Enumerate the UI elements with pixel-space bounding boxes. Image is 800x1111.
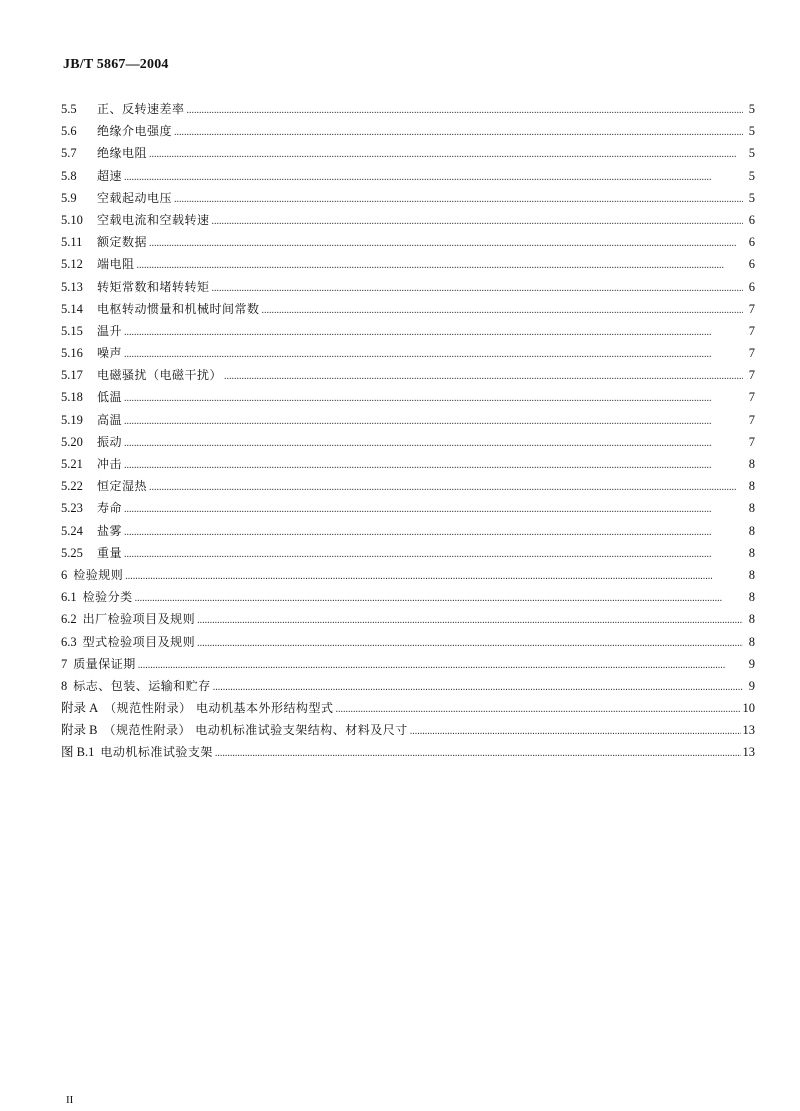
dot-leader — [125, 566, 743, 588]
dot-leader — [124, 455, 743, 477]
toc-entry-title: （规范性附录） 电动机标准试验支架结构、材料及尺寸 — [103, 723, 408, 738]
toc-entry-5-12[interactable] — [61, 253, 755, 275]
toc-entry-6-1[interactable] — [61, 586, 755, 608]
toc-entry-number: 5.10 — [61, 212, 83, 227]
dot-leader — [124, 499, 743, 521]
toc-entry-title: 重量 — [97, 545, 123, 560]
dot-leader — [137, 255, 743, 277]
dot-leader — [197, 610, 743, 632]
dot-leader — [174, 122, 743, 144]
page-number: II — [66, 1094, 74, 1106]
toc-entry-title: 超速 — [97, 168, 123, 183]
toc-entry-page: 7 — [748, 323, 755, 338]
toc-entry-title: 盐雾 — [97, 523, 123, 538]
toc-entry-number: 5.21 — [61, 457, 83, 471]
dot-leader — [215, 743, 741, 765]
toc-entry-page: 8 — [748, 567, 755, 582]
toc-entry-appendix-b[interactable] — [61, 719, 755, 741]
toc-entry-page: 8 — [748, 457, 755, 471]
dot-leader — [335, 699, 740, 721]
toc-entry-page: 7 — [748, 412, 755, 427]
toc-entry-5-25[interactable] — [61, 542, 755, 564]
toc-entry-title: 检验规则 — [73, 567, 124, 582]
toc-entry-number: 7 — [61, 656, 68, 671]
toc-entry-page: 8 — [748, 523, 755, 538]
dot-leader — [135, 588, 743, 610]
toc-entry-title: 冲击 — [97, 457, 123, 471]
toc-entry-page: 9 — [748, 656, 755, 671]
toc-entry-title: 低温 — [97, 390, 123, 405]
toc-entry-page: 6 — [748, 279, 755, 294]
toc-entry-5-18[interactable] — [61, 386, 755, 408]
toc-entry-title: 温升 — [97, 323, 123, 338]
toc-entry-number: 5.25 — [61, 545, 83, 560]
toc-entry-number: 6.3 — [61, 634, 77, 649]
toc-entry-page: 10 — [742, 701, 755, 716]
toc-entry-number: 5.16 — [61, 346, 83, 361]
toc-entry-page: 8 — [748, 612, 755, 627]
toc-entry-number: 6.1 — [61, 590, 77, 605]
toc-entry-5-9[interactable] — [61, 187, 755, 209]
toc-entry-title: 电磁骚扰（电磁干扰） — [97, 368, 223, 383]
toc-entry-title: 高温 — [97, 412, 123, 427]
toc-entry-number: 附录 A — [61, 701, 99, 716]
toc-entry-title: 电枢转动惯量和机械时间常数 — [97, 301, 260, 316]
toc-entry-page: 5 — [748, 190, 755, 205]
toc-entry-5-15[interactable] — [61, 320, 755, 342]
toc-entry-6-2[interactable] — [61, 608, 755, 630]
toc-entry-5-23[interactable] — [61, 497, 755, 519]
toc-entry-5-11[interactable] — [61, 231, 755, 253]
toc-entry-title: （规范性附录） 电动机基本外形结构型式 — [104, 701, 334, 716]
toc-entry-page: 5 — [748, 124, 755, 139]
toc-entry-title: 绝缘介电强度 — [97, 124, 173, 139]
toc-entry-title: 端电阻 — [97, 257, 135, 272]
toc-entry-5-20[interactable] — [61, 431, 755, 453]
toc-entry-page: 5 — [748, 168, 755, 183]
toc-entry-title: 噪声 — [97, 346, 123, 361]
toc-entry-page: 13 — [742, 723, 755, 738]
toc-entry-title: 空载起动电压 — [97, 190, 173, 205]
toc-entry-page: 6 — [748, 235, 755, 250]
toc-entry-title: 转矩常数和堵转转矩 — [97, 279, 210, 294]
toc-entry-5-17[interactable] — [61, 364, 755, 386]
toc-entry-number: 5.22 — [61, 479, 83, 494]
toc-entry-5-13[interactable] — [61, 276, 755, 298]
dot-leader — [149, 477, 743, 499]
toc-entry-title: 绝缘电阻 — [97, 146, 148, 161]
toc-entry-number: 5.20 — [61, 434, 83, 449]
toc-entry-title: 检验分类 — [82, 590, 133, 605]
dot-leader — [262, 300, 743, 322]
toc-entry-7[interactable] — [61, 653, 755, 675]
toc-entry-number: 5.5 — [61, 102, 77, 116]
toc-entry-number: 图 B.1 — [61, 745, 95, 760]
dot-leader — [149, 144, 743, 166]
toc-entry-number: 8 — [61, 678, 68, 693]
dot-leader — [410, 721, 741, 743]
dot-leader — [124, 388, 743, 410]
toc-entry-title: 额定数据 — [97, 235, 148, 250]
dot-leader — [197, 633, 743, 655]
toc-entry-title: 空载电流和空载转速 — [97, 212, 210, 227]
toc-entry-number: 5.23 — [61, 501, 83, 516]
dot-leader — [212, 211, 743, 233]
toc-entry-number: 5.19 — [61, 412, 83, 427]
toc-entry-5-21[interactable] — [61, 453, 755, 475]
toc-entry-page: 9 — [748, 678, 755, 693]
toc-entry-5-8[interactable] — [61, 165, 755, 187]
toc-entry-6-3[interactable] — [61, 631, 755, 653]
toc-entry-8[interactable] — [61, 675, 755, 697]
toc-entry-number: 6 — [61, 567, 68, 582]
dot-leader — [149, 233, 743, 255]
toc-entry-page: 7 — [748, 390, 755, 405]
toc-entry-page: 7 — [748, 301, 755, 316]
toc-entry-title: 标志、包装、运输和贮存 — [73, 678, 211, 693]
toc-entry-5-24[interactable] — [61, 520, 755, 542]
toc-entry-number: 5.14 — [61, 301, 83, 316]
dot-leader — [124, 344, 743, 366]
toc-entry-figure-b1[interactable] — [61, 741, 755, 763]
dot-leader — [187, 100, 743, 122]
toc-entry-5-19[interactable] — [61, 409, 755, 431]
toc-entry-page: 7 — [748, 368, 755, 383]
dot-leader — [138, 655, 743, 677]
toc-entry-page: 6 — [748, 257, 755, 272]
dot-leader — [124, 411, 743, 433]
dot-leader — [124, 167, 743, 189]
dot-leader — [213, 677, 743, 699]
toc-entry-page: 8 — [748, 501, 755, 516]
dot-leader — [124, 322, 743, 344]
toc-entry-5-7[interactable] — [61, 142, 755, 164]
toc-entry-page: 13 — [742, 745, 755, 760]
toc-entry-number: 5.7 — [61, 146, 77, 161]
toc-entry-5-22[interactable] — [61, 475, 755, 497]
toc-entry-title: 出厂检验项目及规则 — [82, 612, 196, 627]
toc-entry-page: 8 — [748, 590, 755, 605]
toc-entry-number: 附录 B — [61, 723, 98, 738]
toc-entry-page: 8 — [748, 479, 755, 494]
dot-leader — [212, 278, 743, 300]
toc-entry-title: 型式检验项目及规则 — [82, 634, 196, 649]
toc-entry-page: 5 — [748, 146, 755, 161]
toc-entry-page: 8 — [748, 545, 755, 560]
toc-entry-number: 5.8 — [61, 168, 77, 183]
toc-entry-page: 6 — [748, 212, 755, 227]
dot-leader — [124, 433, 743, 455]
toc-entry-number: 5.24 — [61, 523, 83, 538]
toc-entry-number: 5.12 — [61, 257, 83, 272]
dot-leader — [174, 189, 743, 211]
toc-entry-5-14[interactable] — [61, 298, 755, 320]
toc-entry-page: 7 — [748, 434, 755, 449]
toc-entry-appendix-a[interactable] — [61, 697, 755, 719]
toc-entry-title: 质量保证期 — [73, 656, 136, 671]
toc-entry-title: 正、反转速差率 — [97, 102, 185, 116]
table-of-contents — [61, 98, 755, 764]
toc-entry-number: 5.18 — [61, 390, 83, 405]
document-code: JB/T 5867—2004 — [63, 57, 169, 72]
toc-entry-number: 5.17 — [61, 368, 83, 383]
toc-entry-5-6[interactable] — [61, 120, 755, 142]
toc-entry-number: 5.13 — [61, 279, 83, 294]
toc-entry-5-10[interactable] — [61, 209, 755, 231]
toc-entry-number: 6.2 — [61, 612, 77, 627]
toc-entry-title: 恒定湿热 — [97, 479, 148, 494]
toc-entry-title: 振动 — [97, 434, 123, 449]
toc-entry-6[interactable] — [61, 564, 755, 586]
toc-entry-title: 寿命 — [97, 501, 123, 516]
dot-leader — [124, 522, 743, 544]
toc-entry-number: 5.11 — [61, 235, 83, 250]
dot-leader — [224, 366, 743, 388]
toc-entry-title: 电动机标准试验支架 — [100, 745, 213, 760]
toc-entry-page: 8 — [748, 634, 755, 649]
toc-entry-number: 5.9 — [61, 190, 77, 205]
toc-entry-5-5[interactable] — [61, 98, 755, 120]
toc-entry-number: 5.15 — [61, 323, 83, 338]
toc-entry-number: 5.6 — [61, 124, 77, 139]
toc-entry-page: 5 — [748, 102, 755, 116]
dot-leader — [124, 544, 743, 566]
toc-entry-page: 7 — [748, 346, 755, 361]
toc-entry-5-16[interactable] — [61, 342, 755, 364]
